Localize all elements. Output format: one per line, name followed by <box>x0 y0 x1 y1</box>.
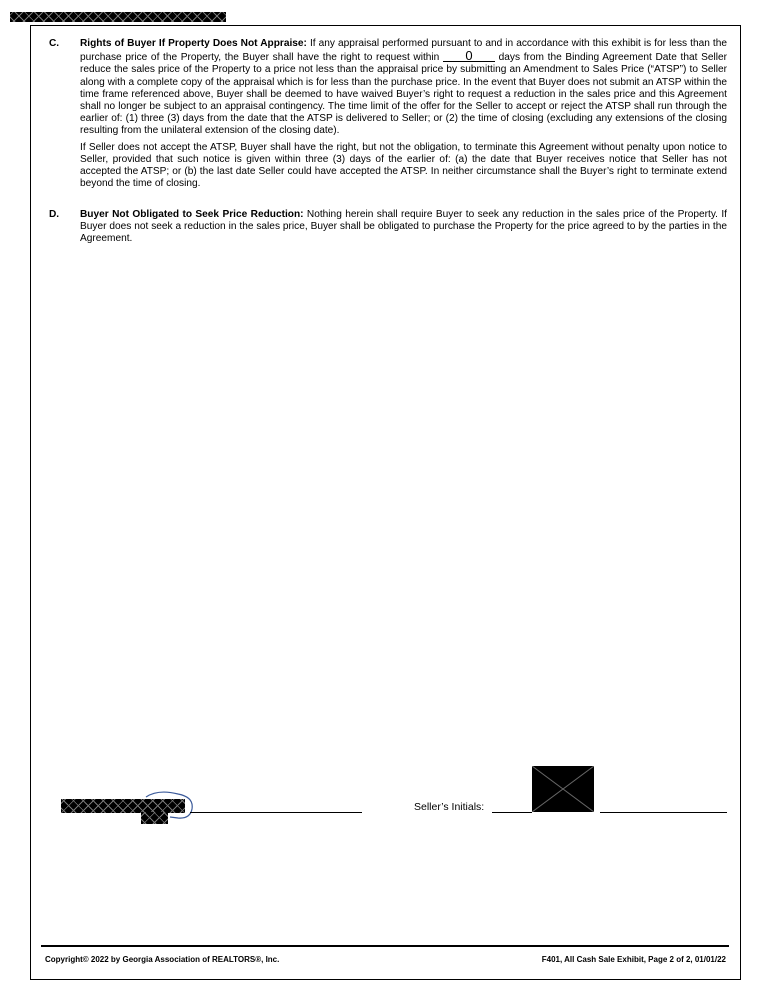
section-d-label: D. <box>49 209 60 220</box>
section-c-title: Rights of Buyer If Property Does Not Appraise: <box>80 38 307 49</box>
section-c-text-before: If any appraisal performed pursuant to and in accordance with this exhibit is for less than the purchase price of the Property, the Buyer shall have the right to request within <box>80 38 727 64</box>
section-c-paragraph-2: If Seller does not accept the ATSP, Buyer shall have the right, but not the obligation, to terminate this Agreement without penalty upon notice to Seller, provided that such notice is given within three (3) days of the earlier of: (a) the date that Buyer receives notice that Seller has not accepted the ATSP; or (b) the last date Seller could have accepted the ATSP. In neither circumstance shall the Buyer’s right to terminate extend beyond the time of closing. <box>80 141 727 190</box>
section-c <box>49 38 727 190</box>
footer-rule <box>41 945 729 947</box>
redacted-header <box>10 12 226 22</box>
seller-initials-line-1[interactable] <box>492 812 532 813</box>
days-input[interactable]: 0 <box>443 50 495 62</box>
seller-initials-line-2[interactable] <box>600 812 727 813</box>
section-c-label: C. <box>49 38 60 49</box>
section-c-text-after: days from the Binding Agreement Date that Seller reduce the sales price of the Property to a price not less than the appraisal price by submitting an Amendment to Sales Price (“ATSP”) to Seller along with a complete copy of the appraisal which is for less than the purchase price. In the event that Buyer does not submit an ATSP within the time frame referenced above, Buyer shall be deemed to have waived Buyer’s right to request a reduction in the sales price and this Agreement shall no longer be subject to an appraisal contingency. The time limit of the offer for the Seller to accept or reject the ATSP shall run through the earlier of: (1) three (3) days from the date that the ATSP is delivered to Seller; or (2) the time of closing (excluding any extensions of the closing resulting from the unilateral extension of the closing date). <box>80 52 727 137</box>
redacted-seller-initials <box>532 766 594 812</box>
section-d <box>49 209 727 246</box>
section-d-text: Nothing herein shall require Buyer to seek any reduction in the sales price of the Property. If Buyer does not seek a reduction in the sales price, Buyer shall be obligated to purchase the Property for the price agreed to by the parties in the Agreement. <box>80 209 727 245</box>
section-d-title: Buyer Not Obligated to Seek Price Reduction: <box>80 209 304 220</box>
buyer-initials-scribble <box>140 791 196 823</box>
section-c-paragraph-1 <box>80 38 727 138</box>
section-d-paragraph <box>80 209 727 246</box>
seller-initials-label: Seller’s Initials: <box>414 801 485 813</box>
footer-form-id: F401, All Cash Sale Exhibit, Page 2 of 2, 01/01/22 <box>541 955 726 964</box>
footer-copyright: Copyright© 2022 by Georgia Association of REALTORS®, Inc. <box>45 955 280 964</box>
redaction-x-icon <box>532 766 594 812</box>
buyer-initials-line[interactable] <box>190 812 362 813</box>
